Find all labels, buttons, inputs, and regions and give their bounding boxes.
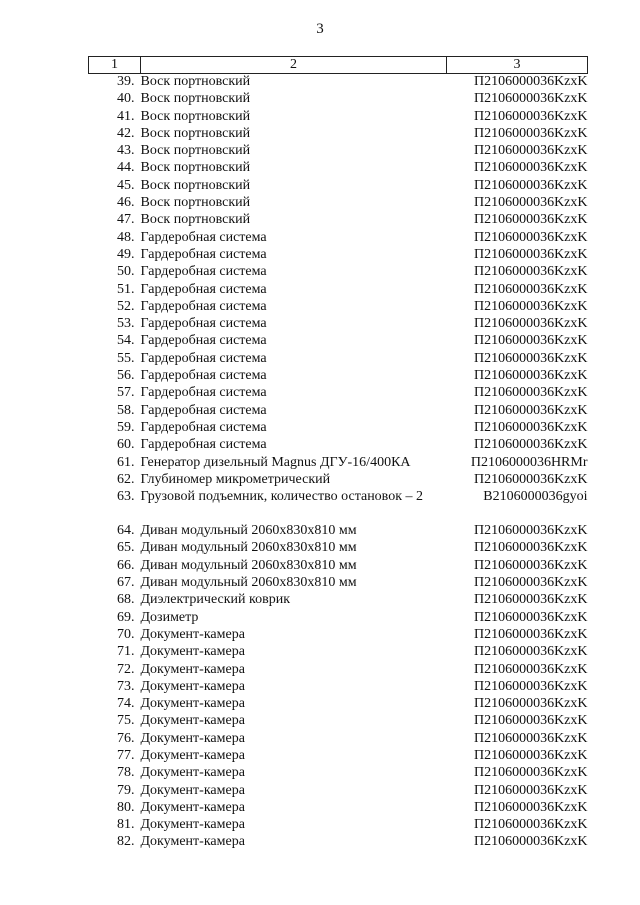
row-number: 49.: [117, 246, 135, 262]
table-header-row: [89, 57, 588, 74]
row-number: 72.: [117, 661, 135, 677]
item-name: Гардеробная система: [140, 316, 267, 332]
item-name: Документ-камера: [140, 678, 245, 694]
item-name: Гардеробная система: [140, 298, 267, 314]
item-code: П2106000036KzxK: [473, 644, 588, 660]
table-row: [89, 610, 588, 627]
item-code: П2106000036KzxK: [473, 747, 588, 763]
item-code: П2106000036KzxK: [473, 350, 588, 366]
item-code: П2106000036KzxK: [473, 609, 588, 625]
item-code: П2106000036KzxK: [473, 799, 588, 815]
table-row: [89, 212, 588, 229]
table-row: [89, 109, 588, 126]
item-name: Гардеробная система: [140, 368, 267, 384]
item-name: Диэлектрический коврик: [140, 592, 290, 608]
item-name: Документ-камера: [140, 730, 245, 746]
item-code: П2106000036HRMr: [470, 454, 588, 470]
table-row: [89, 748, 588, 765]
row-number: 44.: [117, 160, 135, 176]
row-number: 82.: [117, 834, 135, 850]
item-code: В2106000036gyoi: [483, 489, 588, 505]
table-row: [89, 540, 588, 557]
row-number: 68.: [117, 592, 135, 608]
row-number: 81.: [117, 817, 135, 833]
item-name: Воск портновский: [140, 143, 251, 159]
row-number: 58.: [117, 402, 135, 418]
table-row: [89, 74, 588, 92]
table-row: [89, 126, 588, 143]
item-code: П2106000036KzxK: [473, 74, 588, 89]
item-code: П2106000036KzxK: [473, 143, 588, 159]
column-header-2: 2: [141, 57, 447, 74]
item-name: Документ-камера: [140, 626, 245, 642]
item-code: П2106000036KzxK: [473, 696, 588, 712]
item-name: Документ-камера: [140, 696, 245, 712]
item-name: Гардеробная система: [140, 419, 267, 435]
table-row: [89, 834, 588, 851]
item-name: Грузовой подъемник, количество остановок – 2: [140, 489, 424, 505]
row-number: 62.: [117, 471, 135, 487]
item-code: П2106000036KzxK: [473, 385, 588, 401]
table-row: [89, 91, 588, 108]
row-number: 70.: [117, 626, 135, 642]
row-number: 53.: [117, 316, 135, 332]
item-name: Воск портновский: [140, 74, 251, 89]
row-number: 69.: [117, 609, 135, 625]
row-number: 78.: [117, 765, 135, 781]
row-number: 51.: [117, 281, 135, 297]
table-row: [89, 160, 588, 177]
row-number: 54.: [117, 333, 135, 349]
table-row: [89, 143, 588, 160]
row-number: 65.: [117, 540, 135, 556]
item-name: Дозиметр: [140, 609, 199, 625]
row-number: 46.: [117, 195, 135, 211]
row-number: 40.: [117, 91, 135, 107]
item-name: Документ-камера: [140, 713, 245, 729]
row-number: 73.: [117, 678, 135, 694]
item-code: П2106000036KzxK: [473, 557, 588, 573]
item-code: П2106000036KzxK: [473, 523, 588, 539]
item-code: П2106000036KzxK: [473, 575, 588, 591]
table-row: [89, 385, 588, 402]
item-code: П2106000036KzxK: [473, 195, 588, 211]
row-number: 80.: [117, 799, 135, 815]
table-row: [89, 195, 588, 212]
item-code: П2106000036KzxK: [473, 298, 588, 314]
item-code: П2106000036KzxK: [473, 281, 588, 297]
item-name: Гардеробная система: [140, 437, 267, 453]
row-number: 71.: [117, 644, 135, 660]
table-row: [89, 644, 588, 661]
table-row: [89, 662, 588, 679]
item-name: Диван модульный 2060х830х810 мм: [140, 557, 357, 573]
table-row: [89, 437, 588, 454]
table-row: [89, 489, 588, 523]
item-code: П2106000036KzxK: [473, 592, 588, 608]
item-code: П2106000036KzxK: [473, 834, 588, 850]
table-row: [89, 316, 588, 333]
row-number: 52.: [117, 298, 135, 314]
item-code: П2106000036KzxK: [473, 246, 588, 262]
table-row: [89, 178, 588, 195]
row-number: 45.: [117, 177, 135, 193]
item-code: П2106000036KzxK: [473, 402, 588, 418]
table-row: [89, 247, 588, 264]
table-row: [89, 403, 588, 420]
table-row: [89, 679, 588, 696]
row-number: 67.: [117, 575, 135, 591]
table-row: [89, 282, 588, 299]
table-row: [89, 523, 588, 540]
row-number: 77.: [117, 747, 135, 763]
row-number: 41.: [117, 108, 135, 124]
item-name: Гардеробная система: [140, 333, 267, 349]
item-name: Документ-камера: [140, 661, 245, 677]
item-name: Документ-камера: [140, 834, 245, 850]
item-code: П2106000036KzxK: [473, 678, 588, 694]
item-name: Воск портновский: [140, 160, 251, 176]
table-row: [89, 455, 588, 472]
table-row: [89, 230, 588, 247]
table-row: [89, 713, 588, 730]
item-code: П2106000036KzxK: [473, 817, 588, 833]
item-code: П2106000036KzxK: [473, 229, 588, 245]
item-name: Воск портновский: [140, 212, 251, 228]
item-name: Гардеробная система: [140, 281, 267, 297]
item-code: П2106000036KzxK: [473, 713, 588, 729]
page-number: 3: [316, 21, 324, 37]
item-code: П2106000036KzxK: [473, 264, 588, 280]
item-code: П2106000036KzxK: [473, 316, 588, 332]
item-code: П2106000036KzxK: [473, 765, 588, 781]
item-code: П2106000036KzxK: [473, 661, 588, 677]
item-name: Документ-камера: [140, 644, 245, 660]
item-name: Воск портновский: [140, 177, 251, 193]
table-row: [89, 351, 588, 368]
table-row: [89, 299, 588, 316]
item-code: П2106000036KzxK: [473, 125, 588, 141]
row-number: 63.: [117, 489, 135, 505]
item-code: П2106000036KzxK: [473, 91, 588, 107]
item-name: Документ-камера: [140, 817, 245, 833]
table-row: [89, 783, 588, 800]
table-row: [89, 333, 588, 350]
item-code: П2106000036KzxK: [473, 626, 588, 642]
item-name: Документ-камера: [140, 799, 245, 815]
row-number: 75.: [117, 713, 135, 729]
row-number: 59.: [117, 419, 135, 435]
item-code: П2106000036KzxK: [473, 212, 588, 228]
item-name: Диван модульный 2060х830х810 мм: [140, 575, 357, 591]
item-name: Воск портновский: [140, 108, 251, 124]
table-row: [89, 575, 588, 592]
row-number: 57.: [117, 385, 135, 401]
item-name: Глубиномер микрометрический: [140, 471, 331, 487]
row-number: 48.: [117, 229, 135, 245]
table-row: [89, 696, 588, 713]
item-code: П2106000036KzxK: [473, 368, 588, 384]
table-row: [89, 558, 588, 575]
item-code: П2106000036KzxK: [473, 108, 588, 124]
column-header-1: 1: [89, 57, 141, 74]
table-body: [89, 74, 588, 852]
item-name: Воск портновский: [140, 195, 251, 211]
table-row: [89, 264, 588, 281]
row-number: 61.: [117, 454, 135, 470]
item-code: П2106000036KzxK: [473, 160, 588, 176]
item-code: П2106000036KzxK: [473, 177, 588, 193]
item-name: Документ-камера: [140, 747, 245, 763]
row-number: 55.: [117, 350, 135, 366]
row-number: 56.: [117, 368, 135, 384]
item-name: Диван модульный 2060х830х810 мм: [140, 540, 357, 556]
items-table: [88, 56, 588, 852]
table-row: [89, 627, 588, 644]
table-row: [89, 592, 588, 609]
item-name: Диван модульный 2060х830х810 мм: [140, 523, 357, 539]
row-number: 64.: [117, 523, 135, 539]
row-number: 74.: [117, 696, 135, 712]
row-number: 50.: [117, 264, 135, 280]
column-header-3: 3: [447, 57, 588, 74]
item-code: П2106000036KzxK: [473, 437, 588, 453]
item-name: Документ-камера: [140, 782, 245, 798]
row-number: 79.: [117, 782, 135, 798]
table-row: [89, 472, 588, 489]
item-name: Гардеробная система: [140, 350, 267, 366]
item-name: Воск портновский: [140, 91, 251, 107]
item-name: Гардеробная система: [140, 246, 267, 262]
table-row: [89, 765, 588, 782]
table-row: [89, 368, 588, 385]
row-number: 60.: [117, 437, 135, 453]
item-code: П2106000036KzxK: [473, 730, 588, 746]
item-code: П2106000036KzxK: [473, 419, 588, 435]
table-row: [89, 800, 588, 817]
item-name: Гардеробная система: [140, 264, 267, 280]
item-code: П2106000036KzxK: [473, 333, 588, 349]
item-code: П2106000036KzxK: [473, 782, 588, 798]
row-number: 42.: [117, 125, 135, 141]
item-name: Документ-камера: [140, 765, 245, 781]
row-number: 43.: [117, 143, 135, 159]
item-name: Гардеробная система: [140, 229, 267, 245]
table-row: [89, 420, 588, 437]
row-number: 39.: [117, 74, 135, 89]
item-name: Воск портновский: [140, 125, 251, 141]
table-row: [89, 731, 588, 748]
table-row: [89, 817, 588, 834]
item-code: П2106000036KzxK: [473, 540, 588, 556]
row-number: 66.: [117, 557, 135, 573]
item-name: Гардеробная система: [140, 402, 267, 418]
item-code: П2106000036KzxK: [473, 471, 588, 487]
row-number: 47.: [117, 212, 135, 228]
item-name: Генератор дизельный Magnus ДГУ-16/400КА: [140, 454, 411, 470]
row-number: 76.: [117, 730, 135, 746]
item-name: Гардеробная система: [140, 385, 267, 401]
